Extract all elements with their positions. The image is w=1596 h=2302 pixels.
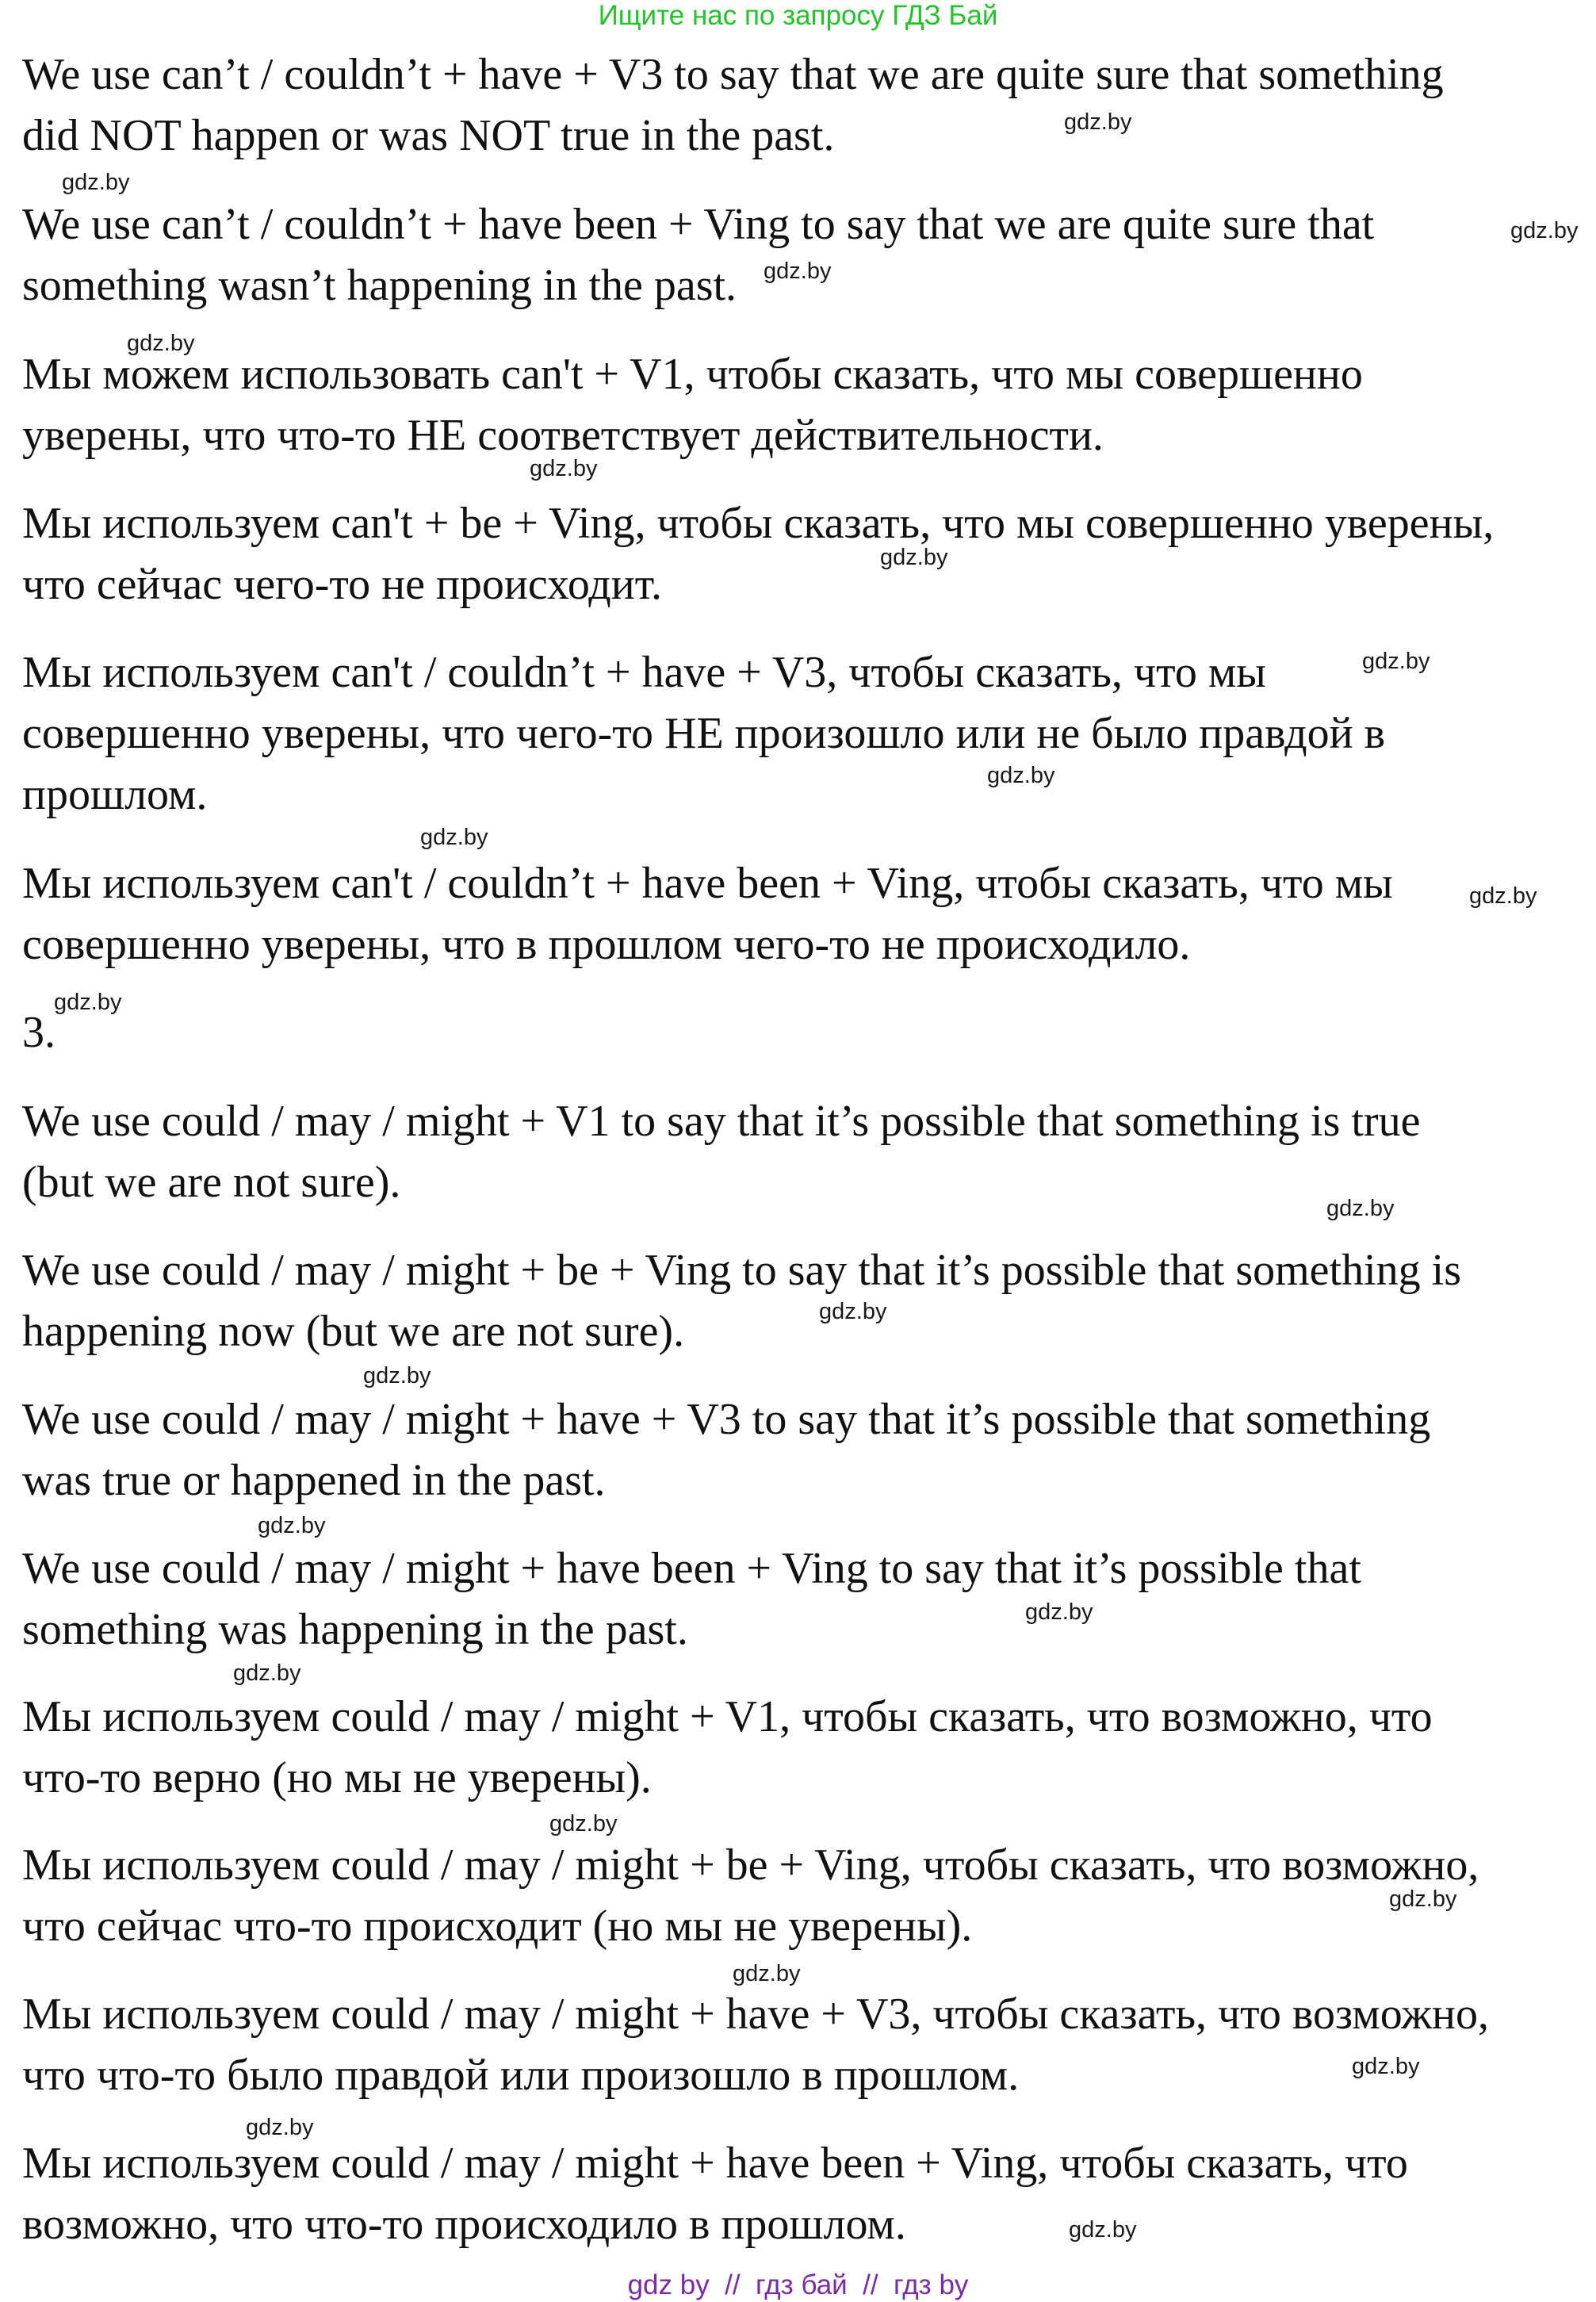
paragraph-line: We use can’t / couldn’t + have + V3 to say that we are quite sure that something [22,50,1444,99]
watermark: gdz.by [233,1660,301,1686]
watermark: gdz.by [733,1961,801,1986]
watermark: gdz.by [530,456,598,481]
paragraph-line: возможно, что что-то происходило в прошлом. [22,2200,906,2249]
watermark: gdz.by [1362,649,1430,674]
watermark: gdz.by [1510,218,1579,243]
watermark: gdz.by [819,1299,887,1324]
watermark: gdz.by [549,1811,618,1837]
paragraph [22,493,1576,615]
paragraph-line: did NOT happen or was NOT true in the past. [22,111,835,160]
paragraph-line: Мы используем could / may / might + have been + Ving, чтобы сказать, что [22,2139,1408,2188]
paragraph [22,1538,1576,1660]
paragraph [22,642,1576,825]
watermark: gdz.by [1326,1196,1395,1221]
paragraph-line: Мы используем could / may / might + V1, чтобы сказать, что возможно, что [22,1692,1433,1741]
search-hint-link[interactable]: Ищите нас по запросу ГДЗ Бай [598,0,998,31]
paragraph-line: 3. [22,1008,55,1057]
paragraph-line: Мы используем can't + be + Ving, чтобы сказать, что мы совершенно уверены, [22,499,1495,548]
watermark: gdz.by [246,2115,314,2140]
paragraph [22,194,1579,316]
paragraph [22,344,1576,466]
paragraph-line: что сейчас чего-то не происходит. [22,560,662,609]
paragraph [22,44,1576,167]
watermark: gdz.by [1069,2217,1137,2243]
paragraph-line: something wasn’t happening in the past. [22,261,737,310]
paragraph-line: happening now (but we are not sure). [22,1307,685,1356]
paragraph [22,1687,1576,1809]
paragraph-line: что что-то было правдой или произошло в прошлом. [22,2051,1020,2100]
paragraph [22,1835,1576,1957]
paragraph-line: We use could / may / might + have + V3 to say that it’s possible that something [22,1395,1431,1444]
paragraph-line: (but we are not sure). [22,1158,401,1207]
watermark: gdz.by [363,1363,431,1388]
paragraph-line: совершенно уверены, что чего-то НЕ произошло или не было правдой в [22,709,1386,758]
paragraph-line: уверены, что что-то НЕ соответствует действительности. [22,411,1104,460]
paragraph-line: something was happening in the past. [22,1605,688,1654]
paragraph-line: Мы используем could / may / might + have + V3, чтобы сказать, что возможно, [22,1990,1489,2039]
section-number [22,1002,1576,1063]
paragraph-line: что сейчас что-то происходит (но мы не уверены). [22,1902,973,1951]
paragraph [22,1389,1576,1511]
paragraph-line: We use could / may / might + have been + Ving to say that it’s possible that [22,1544,1361,1593]
paragraph-line: совершенно уверены, что в прошлом чего-то не происходило. [22,920,1191,969]
watermark: gdz.by [1469,883,1537,909]
watermark: gdz.by [62,170,130,195]
watermark: gdz.by [54,990,122,1015]
paragraph [22,2133,1576,2255]
paragraph-line: was true or happened in the past. [22,1456,606,1505]
watermark: gdz.by [764,259,832,284]
paragraph-line: что-то верно (но мы не уверены). [22,1753,652,1802]
paragraph-line: We use can’t / couldn’t + have been + Ving to say that we are quite sure that [22,200,1375,249]
watermark: gdz.by [1352,2054,1420,2079]
paragraph-line: Мы можем использовать can't + V1, чтобы сказать, что мы совершенно [22,350,1363,399]
paragraph [22,853,1576,975]
paragraph-line: Мы используем could / may / might + be + Ving, чтобы сказать, что возможно, [22,1840,1479,1890]
paragraph [22,1984,1576,2106]
watermark: gdz.by [127,331,195,356]
paragraph-line: We use could / may / might + V1 to say that it’s possible that something is true [22,1097,1421,1146]
watermark: gdz.by [1389,1886,1457,1912]
paragraph-line: прошлом. [22,770,208,819]
footer-links[interactable]: gdz by // гдз бай // гдз by [627,2269,969,2300]
watermark: gdz.by [1064,109,1132,135]
watermark: gdz.by [258,1513,326,1538]
paragraph-line: Мы используем can't / couldn’t + have been + Ving, чтобы сказать, что мы [22,859,1393,908]
watermark: gdz.by [880,545,948,570]
watermark: gdz.by [987,763,1055,788]
paragraph [22,1091,1576,1213]
paragraph-line: We use could / may / might + be + Ving to say that it’s possible that something is [22,1246,1461,1295]
watermark: gdz.by [1025,1599,1093,1625]
paragraph-line: Мы используем can't / couldn’t + have + V3, чтобы сказать, что мы [22,648,1266,697]
paragraph [22,1240,1576,1362]
watermark: gdz.by [420,825,488,850]
